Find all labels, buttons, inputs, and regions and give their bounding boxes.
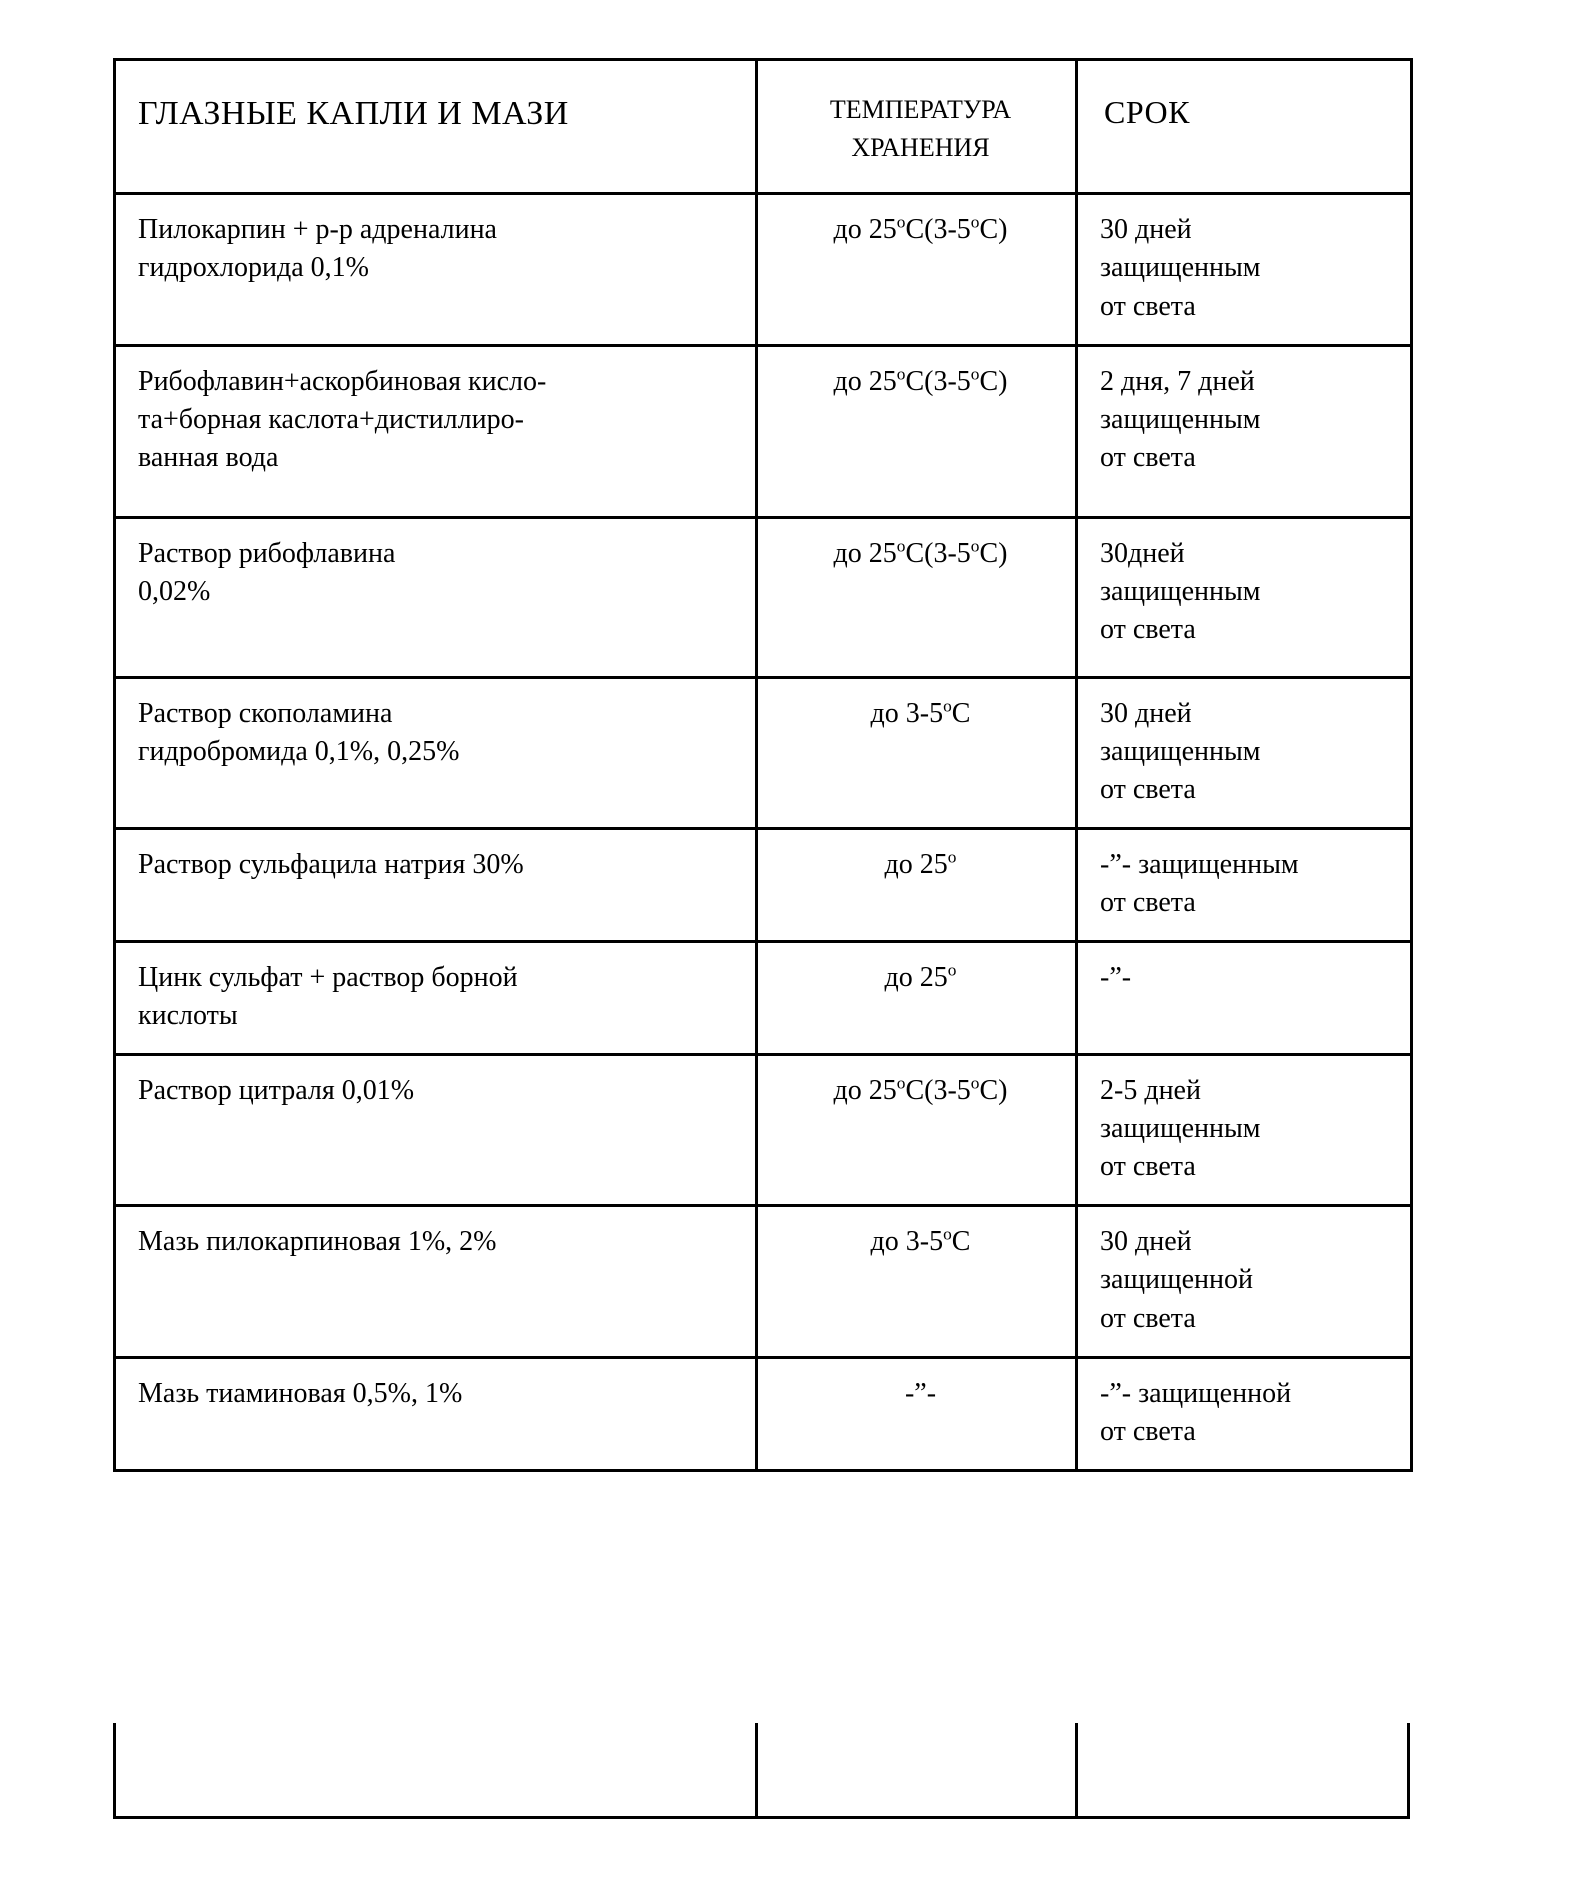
text-line: Раствор сульфацила натрия 30% [138, 848, 524, 880]
degree-symbol: o [896, 536, 906, 556]
storage-conditions-table [113, 58, 1413, 1472]
table-row [115, 942, 1412, 1055]
table-row [115, 194, 1412, 345]
text-line: защищенным [1100, 735, 1261, 767]
header-temperature-line1: ТЕМПЕРАТУРА [829, 95, 1012, 124]
text-line: 30 дней [1100, 214, 1192, 246]
text-line: защищенной [1100, 1264, 1253, 1296]
text-line: от света [1100, 773, 1196, 805]
text-line: Мазь тиаминовая 0,5%, 1% [138, 1377, 463, 1409]
text-line: Цинк сульфат + раствор борной [138, 962, 518, 993]
table-header-row [115, 60, 1412, 194]
cell-preparation-name [115, 677, 757, 828]
text-line: от света [1100, 290, 1196, 322]
text-line: С) [979, 537, 1008, 569]
degree-symbol: o [947, 847, 957, 867]
degree-symbol: o [943, 1225, 952, 1245]
cell-storage-temperature [757, 1206, 1077, 1357]
text-line: -”- [904, 1377, 937, 1409]
column-divider [1075, 1723, 1078, 1819]
text-line: С) [979, 365, 1008, 397]
cell-storage-term [1077, 1055, 1412, 1206]
text-line: Раствор рибофлавина [138, 537, 396, 569]
text-line: -”- защищенной [1100, 1377, 1292, 1409]
cell-preparation-name [115, 517, 757, 677]
text-line: та+борная каслота+дистиллиро- [138, 403, 524, 435]
cell-preparation-name [115, 1357, 757, 1470]
table-row [115, 1055, 1412, 1206]
text-line: 30 дней [1100, 1226, 1192, 1258]
degree-symbol: o [896, 364, 906, 384]
text-line: Мазь пилокарпиновая 1%, 2% [138, 1226, 497, 1258]
table-row [115, 517, 1412, 677]
text-line: С(3-5 [905, 365, 971, 397]
text-line: кислоты [138, 1000, 238, 1032]
text-line: до 25 [884, 848, 948, 880]
column-divider [755, 1723, 758, 1819]
text-line: от света [1100, 886, 1196, 918]
cell-storage-term [1077, 345, 1412, 517]
cell-storage-temperature [757, 194, 1077, 345]
text-line: от света [1100, 613, 1196, 645]
degree-symbol: o [896, 213, 906, 233]
text-line: С) [979, 214, 1008, 246]
header-cell-term: СРОК [1077, 60, 1412, 194]
text-line: гидрохлорида 0,1% [138, 252, 369, 284]
degree-symbol: o [943, 696, 952, 716]
header-cell-temperature [757, 60, 1077, 194]
cell-storage-term [1077, 677, 1412, 828]
header-cell-name: ГЛАЗНЫЕ КАПЛИ И МАЗИ [115, 60, 757, 194]
text-line: С(3-5 [905, 214, 971, 246]
degree-symbol: o [970, 213, 980, 233]
cell-storage-term [1077, 828, 1412, 941]
text-line: защищенным [1100, 403, 1261, 435]
text-line: 2 дня, 7 дней [1100, 365, 1255, 397]
text-line: С(3-5 [905, 537, 971, 569]
text-line: защищенным [1100, 575, 1261, 607]
text-line: 2-5 дней [1100, 1075, 1201, 1107]
cell-storage-temperature [757, 677, 1077, 828]
degree-symbol: o [970, 1073, 980, 1093]
header-temperature-line2: ХРАНЕНИЯ [851, 132, 990, 162]
text-line: С [951, 1226, 971, 1258]
text-line: до 25 [833, 365, 897, 397]
text-line: Рибофлавин+аскорбиновая кисло- [138, 365, 547, 397]
table-bottom-empty-row [113, 1723, 1410, 1819]
text-line: от света [1100, 441, 1196, 473]
cell-preparation-name [115, 345, 757, 517]
cell-storage-temperature [757, 1357, 1077, 1470]
cell-storage-term [1077, 517, 1412, 677]
cell-storage-term [1077, 1357, 1412, 1470]
text-line: 30дней [1100, 537, 1185, 569]
text-line: Раствор скополамина [138, 697, 393, 729]
cell-storage-temperature [757, 828, 1077, 941]
cell-preparation-name [115, 942, 757, 1055]
text-line: от света [1100, 1415, 1196, 1447]
table-row [115, 345, 1412, 517]
text-line: -”- защищенным [1100, 848, 1299, 880]
table-row [115, 1357, 1412, 1470]
text-line: ванная вода [138, 441, 279, 473]
cell-storage-temperature [757, 345, 1077, 517]
text-line: 30 дней [1100, 697, 1192, 729]
cell-preparation-name [115, 194, 757, 345]
text-line: до 3-5 [870, 1226, 944, 1258]
cell-storage-temperature [757, 942, 1077, 1055]
text-line: С) [979, 1075, 1008, 1107]
text-line: до 3-5 [870, 697, 944, 729]
cell-storage-term [1077, 1206, 1412, 1357]
text-line: до 25 [884, 962, 948, 993]
cell-storage-temperature [757, 517, 1077, 677]
table-row [115, 677, 1412, 828]
cell-storage-term [1077, 194, 1412, 345]
table-row [115, 828, 1412, 941]
text-line: Пилокарпин + р-р адреналина [138, 214, 497, 246]
text-line: защищенным [1100, 1113, 1261, 1145]
text-line: Раствор цитраля 0,01% [138, 1075, 415, 1107]
degree-symbol: o [970, 364, 980, 384]
text-line: -”- [1100, 962, 1132, 993]
text-line: 0,02% [138, 575, 211, 607]
text-line: С(3-5 [905, 1075, 971, 1107]
degree-symbol: o [896, 1073, 906, 1093]
text-line: до 25 [833, 1075, 897, 1107]
cell-preparation-name [115, 1206, 757, 1357]
text-line: защищенным [1100, 252, 1261, 284]
text-line: от света [1100, 1302, 1196, 1334]
degree-symbol: o [947, 960, 957, 980]
table-row [115, 1206, 1412, 1357]
text-line: гидробромида 0,1%, 0,25% [138, 735, 460, 767]
text-line: до 25 [833, 214, 897, 246]
degree-symbol: o [970, 536, 980, 556]
cell-storage-term [1077, 942, 1412, 1055]
text-line: С [951, 697, 971, 729]
text-line: от света [1100, 1151, 1196, 1183]
cell-storage-temperature [757, 1055, 1077, 1206]
cell-preparation-name [115, 828, 757, 941]
cell-preparation-name [115, 1055, 757, 1206]
text-line: до 25 [833, 537, 897, 569]
